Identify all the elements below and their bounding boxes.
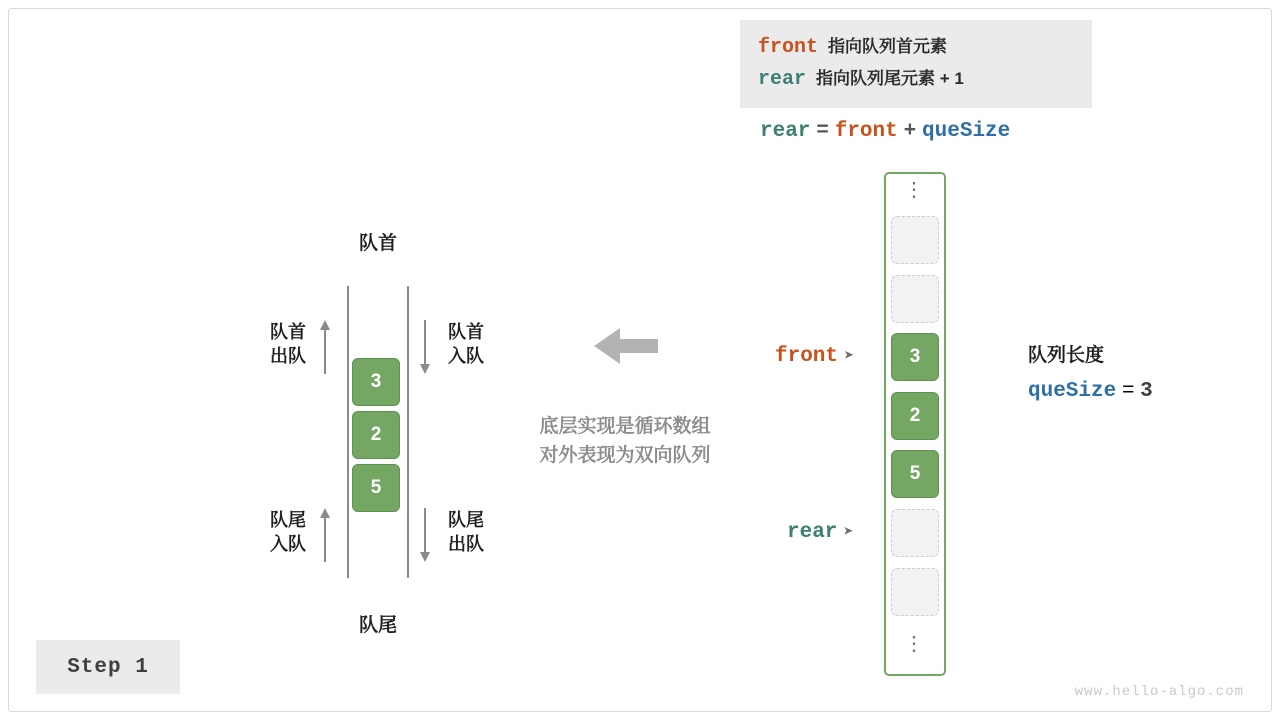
tail-pop-label-line2: 出队 xyxy=(448,534,484,555)
watermark: www.hello-algo.com xyxy=(1074,684,1244,700)
implementation-note-line2: 对外表现为双向队列 xyxy=(539,445,711,467)
array-cell: 2 xyxy=(891,392,939,440)
equation-plus: + xyxy=(903,120,917,143)
tail-pop-label-line1: 队尾 xyxy=(448,510,484,530)
implementation-note xyxy=(500,412,750,471)
equation-quesize: queSize xyxy=(922,120,1011,143)
equation-front: front xyxy=(834,120,898,143)
head-pop-label-line2: 出队 xyxy=(270,346,306,367)
legend-front-description: 指向队列首元素 xyxy=(828,37,948,56)
implementation-note-line1: 底层实现是循环数组 xyxy=(539,416,711,437)
quesize-value: 3 xyxy=(1140,380,1153,403)
head-pop-arrow-up-icon xyxy=(318,318,332,376)
array-ellipsis-bottom: ⋮ xyxy=(904,633,926,655)
rear-equation xyxy=(760,118,1010,143)
rear-pointer-label xyxy=(787,521,854,544)
legend-box xyxy=(740,20,1092,108)
deque-tail-label: 队尾 xyxy=(358,615,397,636)
deque-right-rail xyxy=(407,286,409,578)
array-cell: 3 xyxy=(891,333,939,381)
legend-rear-keyword: rear xyxy=(758,68,807,91)
front-pointer-caret-icon: ➤ xyxy=(844,348,855,367)
head-pop-label-line1: 队首 xyxy=(270,322,306,342)
tail-pop-label xyxy=(448,508,518,557)
array-ellipsis-top: ⋮ xyxy=(904,179,926,201)
rear-pointer-caret-icon: ➤ xyxy=(843,524,854,543)
deque-cell: 2 xyxy=(352,411,400,459)
array-cell: 5 xyxy=(891,450,939,498)
tail-push-label-line1: 队尾 xyxy=(270,510,306,530)
quesize-variable: queSize xyxy=(1028,380,1117,403)
legend-front-row xyxy=(758,32,1074,64)
equation-equals: = xyxy=(816,120,829,143)
legend-rear-row xyxy=(758,64,1074,96)
front-pointer-text: front xyxy=(775,345,839,368)
deque-left-rail xyxy=(347,286,349,578)
head-push-arrow-down-icon xyxy=(418,318,432,376)
array-cell xyxy=(891,275,939,323)
array-cell xyxy=(891,568,939,616)
queue-length-expression xyxy=(1028,378,1153,403)
legend-rear-description: 指向队列尾元素 + 1 xyxy=(816,69,964,88)
deque-head-label: 队首 xyxy=(358,233,397,254)
queue-length-title: 队列长度 xyxy=(1028,345,1105,366)
deque-cell: 3 xyxy=(352,358,400,406)
deque-cell: 5 xyxy=(352,464,400,512)
head-push-label-line1: 队首 xyxy=(448,322,484,342)
tail-push-label xyxy=(250,508,306,557)
quesize-equals: = xyxy=(1122,378,1135,401)
head-pop-label xyxy=(250,320,306,369)
tail-pop-arrow-down-icon xyxy=(418,506,432,564)
array-cell xyxy=(891,216,939,264)
rear-pointer-text: rear xyxy=(787,521,838,544)
head-push-label-line2: 入队 xyxy=(448,346,484,367)
tail-push-arrow-up-icon xyxy=(318,506,332,564)
legend-front-keyword: front xyxy=(758,36,819,59)
equation-rear: rear xyxy=(760,120,811,143)
front-pointer-label xyxy=(775,345,854,368)
array-cell xyxy=(891,509,939,557)
tail-push-label-line2: 入队 xyxy=(270,534,306,555)
head-push-label xyxy=(448,320,518,369)
step-badge: Step 1 xyxy=(36,640,180,694)
mapping-arrow-left-icon xyxy=(594,322,658,370)
